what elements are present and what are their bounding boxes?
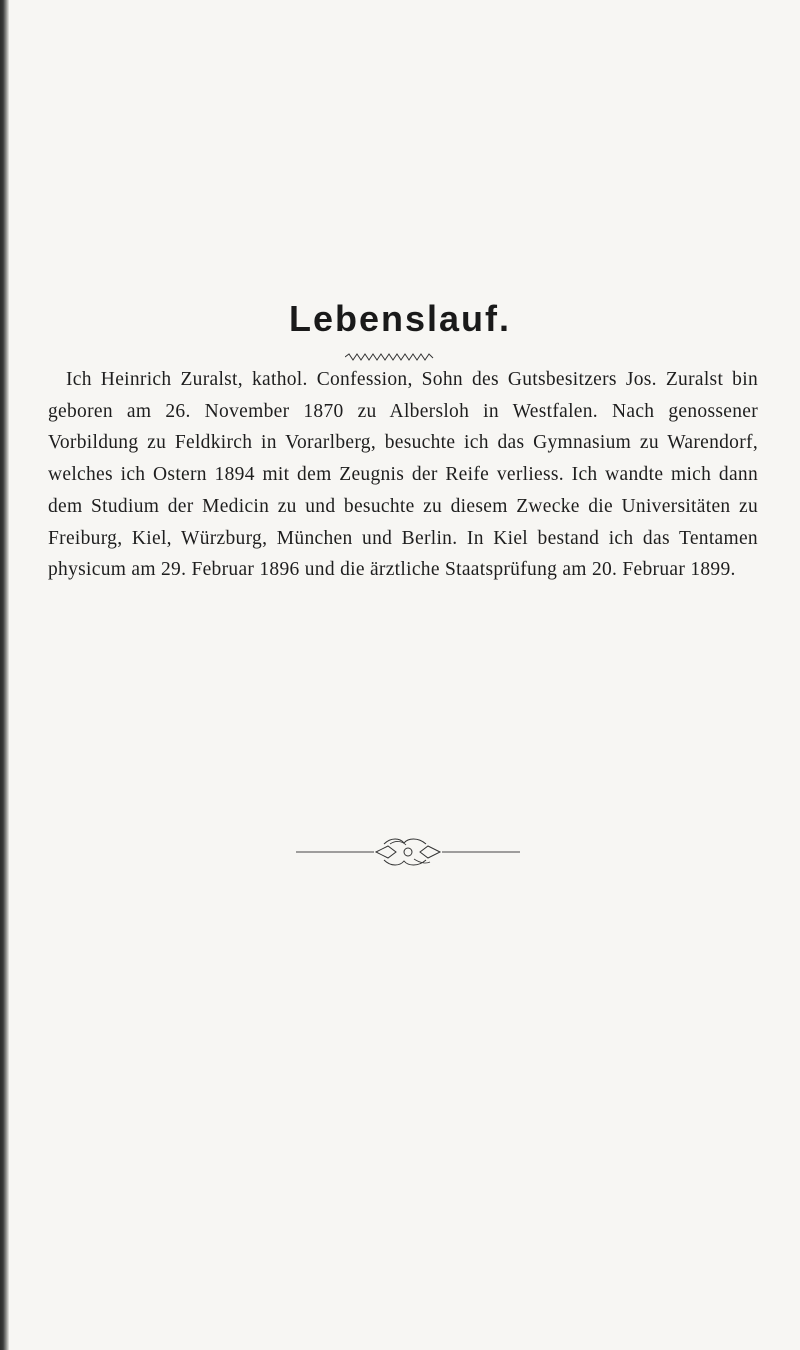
- biography-paragraph: Ich Heinrich Zuralst, kathol. Confession, Sohn des Gutsbesitzers Jos. Zuralst bin geboren am 26. November 1870 zu Albersloh in Westfalen. Nach genossener Vorbildung zu Feldkirch in Vorarlberg, besuchte ich das Gymnasium zu Warendorf, welches ich Ostern 1894 mit dem Zeugnis der Reife verliess. Ich wandte mich dann dem Studium der Medicin zu und besuchte zu diesem Zwecke die Universitäten zu Freiburg, Kiel, Würzburg, München und Berlin. In Kiel bestand ich das Tentamen physicum am 29. Februar 1896 und die ärztliche Staatsprüfung am 20. Februar 1899.: [48, 369, 758, 581]
- page-binding-edge: [0, 0, 9, 1350]
- flourish-divider-ornament-icon: [296, 835, 520, 869]
- page-title: Lebenslauf.: [288, 298, 512, 339]
- wavy-rule-ornament-icon: [345, 352, 435, 362]
